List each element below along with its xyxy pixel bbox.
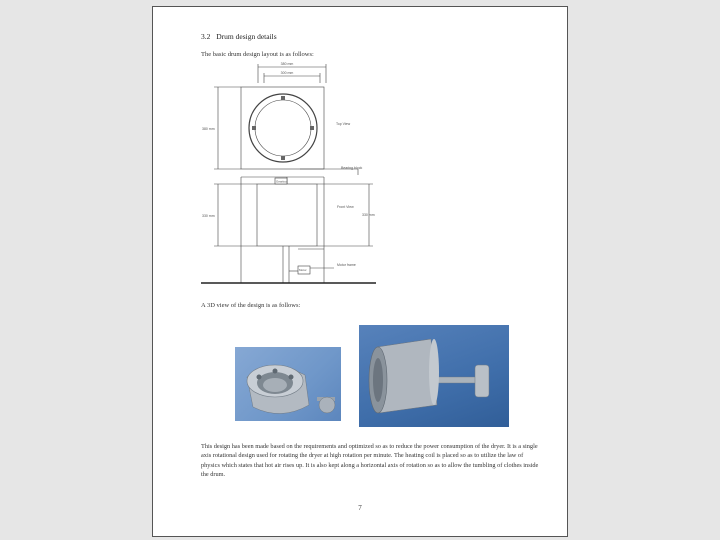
page-number: 7 [358, 504, 362, 512]
section-number: 3.2 [201, 32, 211, 41]
motor-label: Motor [299, 268, 307, 272]
dim-right: 330 mm [362, 213, 375, 217]
intro-text: The basic drum design layout is as follows: [201, 51, 314, 58]
dim-top-inner: 300 mm [280, 71, 294, 75]
section-heading [201, 32, 277, 41]
top-view-label: Top View [336, 122, 351, 126]
dim-top-outer: 380 mm [280, 62, 294, 66]
drum-layout-drawing [198, 59, 398, 287]
drum-3d-render-small [235, 347, 341, 421]
description-paragraph: This design has been made based on the requirements and optimized so as to reduce the power consumption of the dryer. It is a single axis rotational design used for rotating the dryer at high rotation per minute. The heating coil is placed so as to utilize the law of physics which states that hot air rises up. It is also kept along a horizontal axis of rotation so as to allow the tumbling of clothes inside the drum. [201, 443, 539, 479]
section-title: Drum design details [216, 32, 277, 41]
view3d-text: A 3D view of the design is as follows: [201, 302, 301, 309]
document-page [152, 6, 568, 537]
motor-frame-label: Motor frame [337, 263, 356, 267]
front-view-label: Front View [337, 205, 354, 209]
dim-left-bottom: 330 mm [202, 214, 215, 218]
dim-left-top: 380 mm [202, 127, 215, 131]
gearbox-label: Gearbox [276, 179, 288, 184]
drum-3d-render-large [359, 325, 509, 427]
bearing-label: Bearing block [341, 166, 363, 170]
